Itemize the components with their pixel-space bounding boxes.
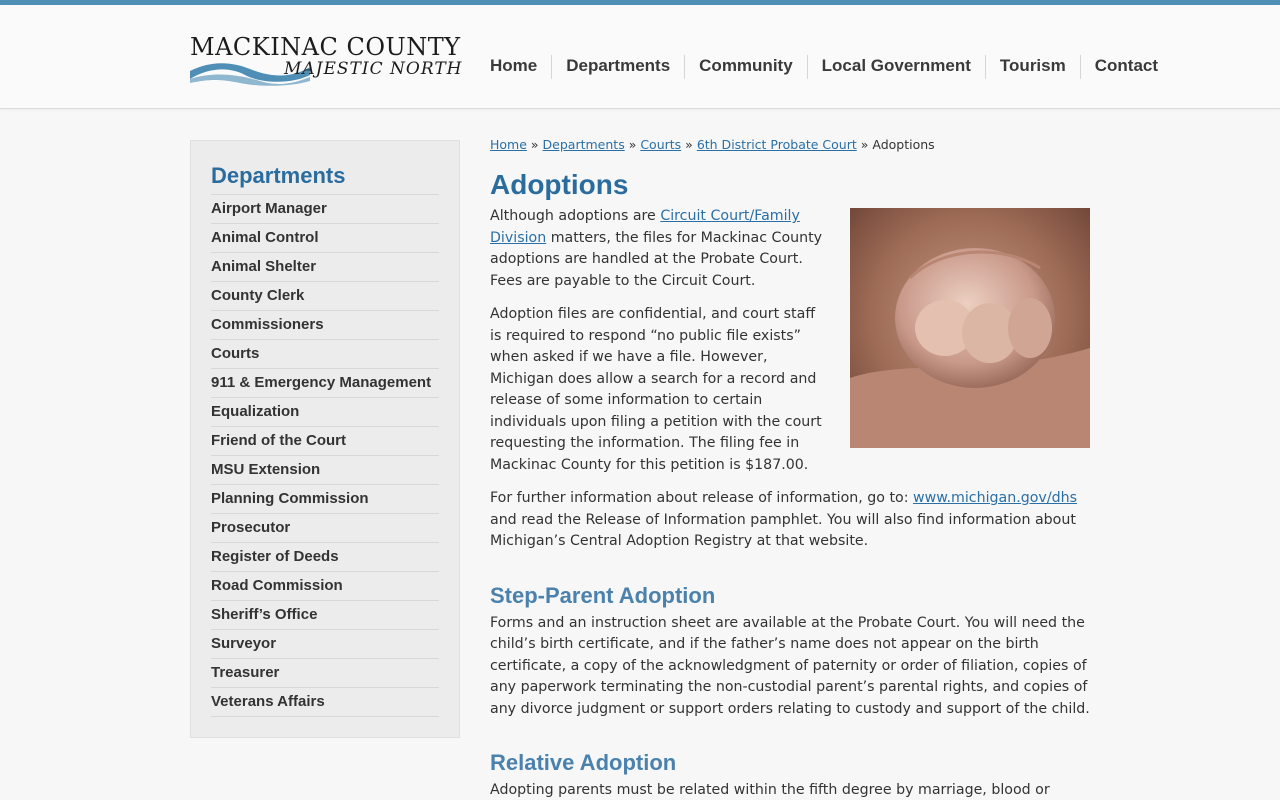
sidebar-item-register-of-deeds[interactable]: Register of Deeds — [211, 543, 439, 572]
step-parent-heading: Step-Parent Adoption — [490, 582, 716, 608]
departments-sidebar — [190, 140, 460, 738]
breadcrumb-departments[interactable]: Departments — [542, 137, 625, 152]
sidebar-item-courts[interactable]: Courts — [211, 340, 439, 369]
main-nav — [476, 55, 1172, 79]
confidential-paragraph: Adoption files are confidential, and court staff is required to respond “no public file exists” when asked if we have a file. However, Michigan does allow a search for a record and release of some information to certain individuals upon filing a petition with the court requesting the information. The filing fee in Mackinac County for this petition is $187.00. — [490, 306, 822, 473]
logo-title: MACKINAC COUNTY — [190, 33, 461, 61]
sidebar-item-planning-commission[interactable]: Planning Commission — [211, 485, 439, 514]
sidebar-item-commissioners[interactable]: Commissioners — [211, 311, 439, 340]
sidebar-item-treasurer[interactable]: Treasurer — [211, 659, 439, 688]
nav-contact[interactable]: Contact — [1080, 55, 1172, 79]
intro-text-end: matters, the files for Mackinac County adoptions are handled at the Probate Court. Fees are payable to the Circuit Court. — [490, 229, 823, 289]
breadcrumb-separator: » — [530, 137, 539, 152]
breadcrumb-courts[interactable]: Courts — [640, 137, 682, 152]
breadcrumb-home[interactable]: Home — [490, 137, 527, 152]
sidebar-item-veterans-affairs[interactable]: Veterans Affairs — [211, 688, 439, 717]
sidebar-item-animal-shelter[interactable]: Animal Shelter — [211, 253, 439, 282]
baby-hand-photo — [850, 208, 1090, 448]
sidebar-item-prosecutor[interactable]: Prosecutor — [211, 514, 439, 543]
michigan-dhs-link[interactable]: www.michigan.gov/dhs — [913, 490, 1077, 506]
sidebar-item-emergency-management[interactable]: 911 & Emergency Management — [211, 369, 439, 398]
page-title: Adoptions — [490, 169, 629, 200]
sidebar-item-msu-extension[interactable]: MSU Extension — [211, 456, 439, 485]
intro-paragraph — [490, 206, 830, 292]
sidebar-item-surveyor[interactable]: Surveyor — [211, 630, 439, 659]
sidebar-item-airport-manager[interactable]: Airport Manager — [211, 195, 439, 224]
sidebar-item-animal-control[interactable]: Animal Control — [211, 224, 439, 253]
nav-home[interactable]: Home — [490, 56, 538, 75]
sidebar-item-friend-of-the-court[interactable]: Friend of the Court — [211, 427, 439, 456]
sidebar-item-road-commission[interactable]: Road Commission — [211, 572, 439, 601]
relative-adoption-paragraph: Adopting parents must be related within the fifth degree by marriage, blood or — [490, 782, 1050, 798]
nav-local-government[interactable]: Local Government — [807, 55, 985, 79]
breadcrumb-separator: » — [628, 137, 637, 152]
site-header — [0, 5, 1280, 109]
sidebar-item-sheriffs-office[interactable]: Sheriff’s Office — [211, 601, 439, 630]
further-info-text-end: and read the Release of Information pamphlet. You will also find information about Michigan’s Central Adoption Registry at that website. — [490, 511, 1076, 549]
site-logo[interactable] — [190, 33, 462, 89]
step-parent-paragraph: Forms and an instruction sheet are available at the Probate Court. You will need the child’s birth certificate, and if the father’s name does not appear on the birth certificate, a copy of the acknowledgment of paternity or order of filiation, copies of any paperwork terminating the non-custodial parent’s parental rights, and copies of any divorce judgment or support orders relating to custody and support of the child. — [490, 614, 1090, 717]
relative-adoption-heading: Relative Adoption — [490, 750, 677, 775]
further-info-paragraph — [490, 488, 1090, 553]
sidebar-item-equalization[interactable]: Equalization — [211, 398, 439, 427]
breadcrumb-probate-court[interactable]: 6th District Probate Court — [696, 137, 857, 152]
main-content — [490, 136, 1090, 800]
logo-tagline: MAJESTIC NORTH — [284, 59, 463, 79]
nav-community[interactable]: Community — [684, 55, 807, 79]
sidebar-title: Departments — [211, 161, 439, 195]
breadcrumb-separator: » — [860, 137, 869, 152]
intro-text-start: Although adoptions are — [490, 208, 661, 224]
further-info-text-start: For further information about release of information, go to: — [490, 490, 914, 506]
breadcrumb — [490, 136, 1090, 154]
breadcrumb-separator: » — [685, 137, 693, 152]
breadcrumb-current: Adoptions — [872, 137, 935, 152]
nav-departments[interactable]: Departments — [551, 55, 684, 79]
sidebar-item-county-clerk[interactable]: County Clerk — [211, 282, 439, 311]
circuit-court-link[interactable]: Circuit Court/Family Division — [490, 208, 800, 246]
nav-tourism[interactable]: Tourism — [985, 55, 1080, 79]
